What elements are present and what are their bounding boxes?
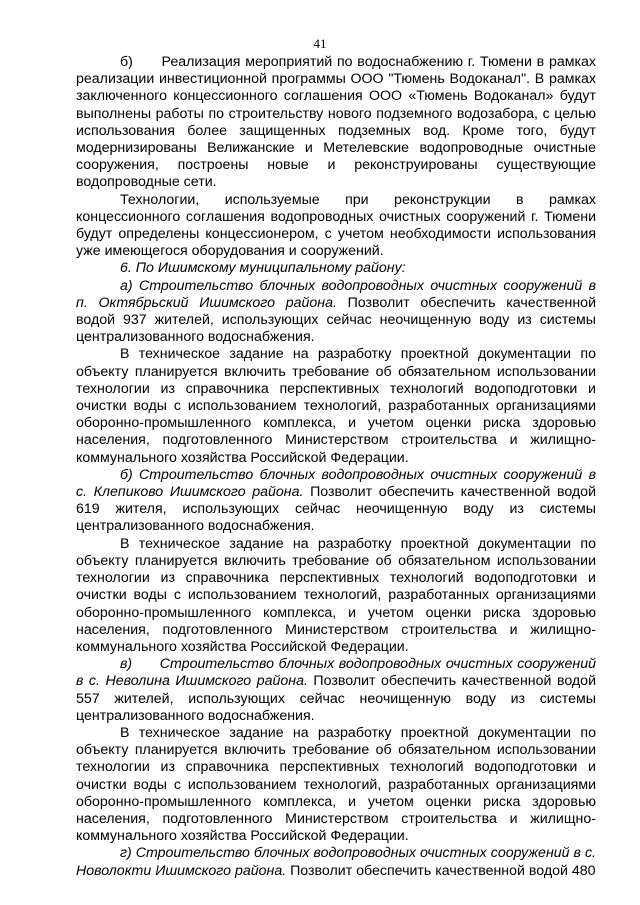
paragraph-technical-task-3: В техническое задание на разработку проектной документации по объекту планируется включить требование об обязательном использовании технологии из справочника перспективных технологий водоподготовки и очистки воды с использованием технологий, разработанных организациями оборонно-промышленного комплекса, и учетом оценки риска здоровью населения, подготовленного Министерством строительства и жилищно-коммунального хозяйства Российской Федерации.: [76, 724, 596, 845]
item-a-lead: а) Строительство блочных водопроводных очистных сооружений в п. Октябрьский Ишимского района.: [76, 277, 596, 311]
document-body: [76, 54, 596, 880]
page-number: 41: [313, 36, 327, 51]
paragraph-item-b-klepikovo: [76, 467, 596, 536]
item-b-lead: б) Строительство блочных водопроводных очистных сооружений в с. Клепиково Ишимского района.: [76, 466, 596, 501]
paragraph-technical-task-1: В техническое задание на разработку проектной документации по объекту планируется включить требование об обязательном использовании технологии из справочника перспективных технологий водоподготовки и очистки воды с использованием технологий, разработанных организациями оборонно-промышленного комплекса, и учетом оценки риска здоровью населения, подготовленного Министерством строительства и жилищно-коммунального хозяйства Российской Федерации.: [76, 346, 596, 466]
paragraph-item-v-nevolina: [76, 656, 596, 725]
paragraph-item-a-oktyabrsky: [76, 278, 596, 347]
section-heading-ishim-district: 6. По Ишимскому муниципальному району:: [120, 260, 406, 277]
item-g-lead: г) Строительство блочных водопроводных очистных сооружений в с. Новолокти Ишимского района.: [76, 845, 596, 879]
item-v-rest: Позволит обеспечить качественной водой 557 жителей, использующих сейчас неочищенную воду из системы централизованного водоснабжения.: [76, 673, 596, 724]
paragraph-technologies-concession: Технологии, используемые при реконструкции в рамках концессионного соглашения водопроводных очистных сооружений г. Тюмени будут определены концессионером, с учетом необходимости использования уже имеющегося оборудования и сооружений.: [76, 191, 596, 260]
item-a-rest: Позволит обеспечить качественной водой 937 жителей, использующих сейчас неочищенную воду из системы централизованного водоснабжения.: [76, 294, 596, 346]
paragraph-technical-task-2: В техническое задание на разработку проектной документации по объекту планируется включить требование об обязательном использовании технологии из справочника перспективных технологий водоподготовки и очистки воды с использованием технологий, разработанных организациями оборонно-промышленного комплекса, и учетом оценки риска здоровью населения, подготовленного Министерством строительства и жилищно-коммунального хозяйства Российской Федерации.: [76, 535, 596, 655]
paragraph-item-g-novolokti: [76, 845, 596, 879]
paragraph-water-supply-tyumen: б) Реализация мероприятий по водоснабжению г. Тюмени в рамках реализации инвестиционной программы ООО "Тюмень Водоканал". В рамках заключенного концессионного соглашения ООО «Тюмень Водоканал» будут выполнены работы по строительству нового подземного водозабора, с целью использования более защищенных подземных вод. Кроме того, будут модернизированы Велижанские и Метелевские водопроводные очистные сооружения, построены новые и реконструированы существующие водопроводные сети.: [76, 54, 596, 191]
item-b-rest: Позволит обеспечить качественной водой 619 жителя, использующих сейчас неочищенную воду из системы централизованного водоснабжения.: [76, 484, 596, 535]
item-v-lead: в) Строительство блочных водопроводных очистных сооружений в с. Неволина Ишимского района.: [76, 656, 596, 690]
item-g-rest: Позволит обеспечить качественной водой 480: [286, 862, 596, 879]
